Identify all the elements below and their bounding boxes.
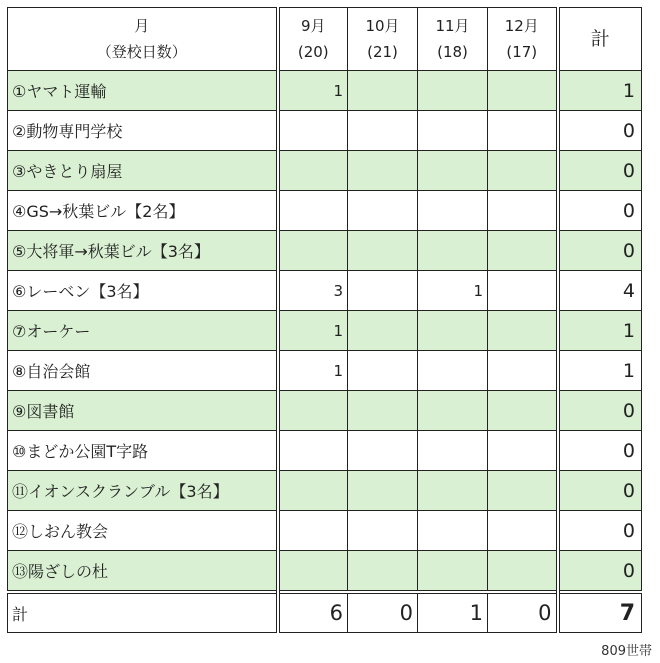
location-name: ⑦オーケー <box>8 311 278 351</box>
summary-grand-total: 7 <box>558 592 642 633</box>
header-month-label-cell <box>8 8 278 71</box>
month-count-cell <box>348 471 418 511</box>
month-count-cell <box>278 431 348 471</box>
location-name: ③やきとり扇屋 <box>8 151 278 191</box>
month-count-cell <box>418 191 488 231</box>
location-name: ⑤大将軍→秋葉ビル【3名】 <box>8 231 278 271</box>
table-row <box>8 71 642 111</box>
month-count-cell <box>488 431 558 471</box>
month-count-cell <box>348 311 418 351</box>
location-name: ⑫しおん教会 <box>8 511 278 551</box>
table-row <box>8 431 642 471</box>
location-name: ⑧自治会館 <box>8 351 278 391</box>
location-name: ⑩まどか公園T字路 <box>8 431 278 471</box>
header-total: 計 <box>558 8 642 71</box>
month-count-cell <box>348 511 418 551</box>
header-month-4 <box>488 8 558 71</box>
header-month-3 <box>418 8 488 71</box>
row-total: 0 <box>558 391 642 431</box>
location-name: ⑬陽ざしの杜 <box>8 551 278 593</box>
month-count-cell <box>488 151 558 191</box>
month-count-cell: 1 <box>278 351 348 391</box>
month-count-cell <box>348 111 418 151</box>
month-count-cell <box>488 351 558 391</box>
month-count-cell <box>348 191 418 231</box>
month-count-cell <box>348 351 418 391</box>
row-total: 1 <box>558 311 642 351</box>
month-label: 12月 <box>504 17 539 35</box>
row-total: 4 <box>558 271 642 311</box>
row-total: 0 <box>558 151 642 191</box>
summary-row <box>8 592 642 633</box>
row-total: 0 <box>558 551 642 593</box>
header-month-label: 月 <box>134 17 150 35</box>
month-days: (18) <box>437 43 468 61</box>
month-count-cell <box>278 111 348 151</box>
row-total: 0 <box>558 231 642 271</box>
month-count-cell <box>418 511 488 551</box>
month-count-cell <box>418 151 488 191</box>
row-total: 0 <box>558 431 642 471</box>
month-count-cell <box>348 71 418 111</box>
month-count-cell <box>488 191 558 231</box>
month-count-cell <box>278 391 348 431</box>
month-count-cell <box>278 191 348 231</box>
header-school-days-label: （登校日数） <box>96 43 187 61</box>
summary-label: 計 <box>8 592 278 633</box>
table-row <box>8 231 642 271</box>
month-count-cell <box>418 351 488 391</box>
row-total: 0 <box>558 471 642 511</box>
tally-table <box>7 7 642 633</box>
row-total: 1 <box>558 351 642 391</box>
location-name: ⑨図書館 <box>8 391 278 431</box>
month-count-cell <box>418 71 488 111</box>
month-count-cell <box>418 111 488 151</box>
location-name: ④GS→秋葉ビル【2名】 <box>8 191 278 231</box>
month-count-cell <box>488 111 558 151</box>
header-month-2 <box>348 8 418 71</box>
month-days: (17) <box>506 43 538 61</box>
month-count-cell <box>348 151 418 191</box>
summary-month-1: 6 <box>278 592 348 633</box>
month-label: 11月 <box>435 17 470 35</box>
summary-month-3: 1 <box>418 592 488 633</box>
month-count-cell <box>488 311 558 351</box>
table-row <box>8 351 642 391</box>
table-row <box>8 511 642 551</box>
month-count-cell <box>418 471 488 511</box>
month-count-cell <box>418 551 488 593</box>
row-total: 0 <box>558 511 642 551</box>
month-count-cell: 3 <box>278 271 348 311</box>
month-label: 9月 <box>300 17 326 35</box>
month-count-cell <box>418 231 488 271</box>
month-count-cell: 1 <box>278 71 348 111</box>
location-name: ⑪イオンスクランブル【3名】 <box>8 471 278 511</box>
summary-month-2: 0 <box>348 592 418 633</box>
month-count-cell <box>278 511 348 551</box>
month-count-cell <box>488 231 558 271</box>
month-count-cell <box>488 551 558 593</box>
month-count-cell: 1 <box>418 271 488 311</box>
header-row <box>8 8 642 71</box>
table-row <box>8 111 642 151</box>
location-name: ①ヤマト運輸 <box>8 71 278 111</box>
month-count-cell <box>348 391 418 431</box>
month-count-cell <box>278 231 348 271</box>
month-count-cell: 1 <box>278 311 348 351</box>
row-total: 0 <box>558 191 642 231</box>
household-count-note: 809世帯 <box>601 644 652 659</box>
month-count-cell <box>348 551 418 593</box>
table-row <box>8 191 642 231</box>
month-count-cell <box>348 231 418 271</box>
month-days: (21) <box>367 43 398 61</box>
month-count-cell <box>348 271 418 311</box>
row-total: 0 <box>558 111 642 151</box>
table-row <box>8 471 642 511</box>
table-row <box>8 271 642 311</box>
month-count-cell <box>418 431 488 471</box>
month-days: (20) <box>297 43 329 61</box>
month-count-cell <box>348 431 418 471</box>
month-label: 10月 <box>365 17 400 35</box>
month-count-cell <box>488 391 558 431</box>
month-count-cell <box>488 71 558 111</box>
table-body <box>8 71 642 593</box>
month-count-cell <box>278 151 348 191</box>
row-total: 1 <box>558 71 642 111</box>
location-name: ⑥レーベン【3名】 <box>8 271 278 311</box>
location-name: ②動物専門学校 <box>8 111 278 151</box>
month-count-cell <box>278 551 348 593</box>
month-count-cell <box>278 471 348 511</box>
month-count-cell <box>418 311 488 351</box>
month-count-cell <box>418 391 488 431</box>
month-count-cell <box>488 471 558 511</box>
table-row <box>8 311 642 351</box>
table-row <box>8 151 642 191</box>
table-row <box>8 551 642 593</box>
table-row <box>8 391 642 431</box>
month-count-cell <box>488 271 558 311</box>
summary-month-4: 0 <box>488 592 558 633</box>
tally-table-container <box>7 7 642 633</box>
header-month-1 <box>278 8 348 71</box>
month-count-cell <box>488 511 558 551</box>
